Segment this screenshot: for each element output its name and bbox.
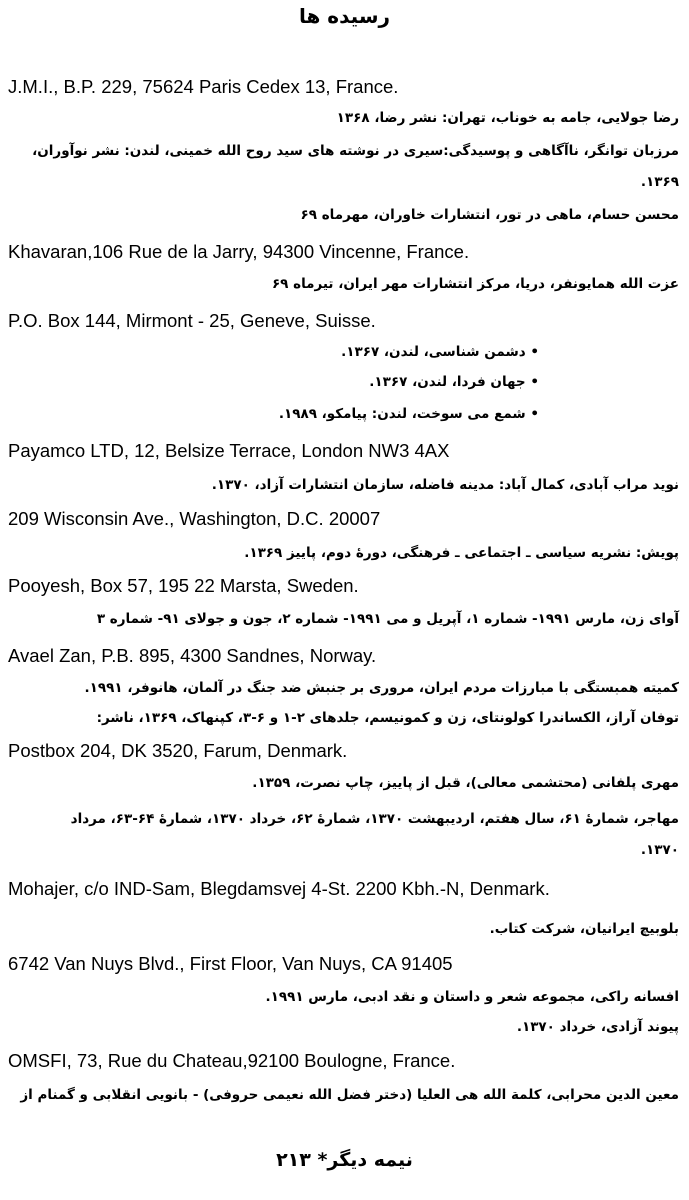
address-line: 6742 Van Nuys Blvd., First Floor, Van Nuys, CA 91405 bbox=[8, 953, 453, 974]
page-footer: نیمه دیگر* ۲۱۳ bbox=[276, 1149, 413, 1171]
entry-line: محسن حسام، ماهی در تور، انتشارات خاوران، مهرماه ۶۹ bbox=[300, 207, 679, 223]
entry-line: نوید مراب آبادی، کمال آباد: مدینه فاضله، سازمان انتشارات آزاد، ۱۳۷۰. bbox=[211, 477, 679, 493]
entry-line: ۱۳۶۹. bbox=[640, 174, 679, 190]
bullet-item: • جهان فردا، لندن، ۱۳۶۷. bbox=[369, 374, 539, 390]
entry-line: افسانه راکی، مجموعه شعر و داستان و نقد ادبی، مارس ۱۹۹۱. bbox=[265, 989, 679, 1005]
entry-line: رضا جولایی، جامه به خوناب، تهران: نشر رضا، ۱۳۶۸ bbox=[336, 110, 679, 126]
address-line: OMSFI, 73, Rue du Chateau,92100 Boulogne, France. bbox=[8, 1050, 456, 1071]
entry-line: مهری پلفانی (محتشمی معالی)، قبل از پاییز، چاپ نصرت، ۱۳۵۹. bbox=[252, 775, 679, 791]
address-line: 209 Wisconsin Ave., Washington, D.C. 20007 bbox=[8, 508, 381, 529]
entry-line: پویش: نشریه سیاسی ـ اجتماعی ـ فرهنگی، دورهٔ دوم، پاییز ۱۳۶۹. bbox=[244, 545, 679, 561]
entry-line: عزت الله همایونفر، دریا، مرکز انتشارات مهر ایران، تیرماه ۶۹ bbox=[271, 276, 679, 292]
address-line: J.M.I., B.P. 229, 75624 Paris Cedex 13, France. bbox=[8, 76, 399, 97]
entry-line: آوای زن، مارس ۱۹۹۱- شماره ۱، آپریل و می ۱۹۹۱- شماره ۲، جون و جولای ۹۱- شماره ۳ bbox=[96, 611, 679, 627]
page-title: رسیده ها bbox=[298, 4, 391, 28]
address-line: P.O. Box 144, Mirmont - 25, Geneve, Suisse. bbox=[8, 310, 376, 331]
address-line: Pooyesh, Box 57, 195 22 Marsta, Sweden. bbox=[8, 575, 359, 596]
entry-line: پیوند آزادی، خرداد ۱۳۷۰. bbox=[516, 1019, 679, 1035]
address-line: Mohajer, c/o IND-Sam, Blegdamsvej 4-St. 2200 Kbh.-N, Denmark. bbox=[8, 878, 550, 899]
bullet-item: • دشمن شناسی، لندن، ۱۳۶۷. bbox=[341, 344, 539, 360]
entry-line: مرزبان توانگر، ناآگاهی و پوسیدگی:سیری در نوشته های سید روح الله خمینی، لندن: نشر نوآوران، bbox=[32, 143, 679, 159]
entry-line: کمیته همبستگی با مبارزات مردم ایران، مروری بر جنبش ضد جنگ در آلمان، هانوفر، ۱۹۹۱. bbox=[84, 680, 679, 696]
address-line: Khavaran,106 Rue de la Jarry, 94300 Vincenne, France. bbox=[8, 241, 470, 262]
entry-line: توفان آراز، الکساندرا کولونتای، زن و کمونیسم، جلدهای ۲-۱ و ۶-۳، کپنهاک، ۱۳۶۹، ناشر: bbox=[96, 710, 679, 726]
address-line: Payamco LTD, 12, Belsize Terrace, London NW3 4AX bbox=[8, 440, 450, 461]
entry-line: بلوبیچ ایرانیان، شرکت کتاب. bbox=[489, 921, 679, 937]
entry-line: ۱۳۷۰. bbox=[640, 842, 679, 858]
bullet-item: • شمع می سوخت، لندن: پیامکو، ۱۹۸۹. bbox=[278, 406, 539, 422]
address-line: Avael Zan, P.B. 895, 4300 Sandnes, Norway. bbox=[8, 645, 377, 666]
entry-line: مهاجر، شمارهٔ ۶۱، سال هفتم، اردیبهشت ۱۳۷۰، شمارهٔ ۶۲، خرداد ۱۳۷۰، شمارهٔ ۶۴-۶۳، مرداد bbox=[70, 811, 679, 827]
address-line: Postbox 204, DK 3520, Farum, Denmark. bbox=[8, 740, 348, 761]
entry-line: معین الدین محرابی، کلمة الله هی العلیا (دختر فضل الله نعیمی حروفی) - بانویی انقلابی و گمنام از bbox=[20, 1087, 679, 1103]
